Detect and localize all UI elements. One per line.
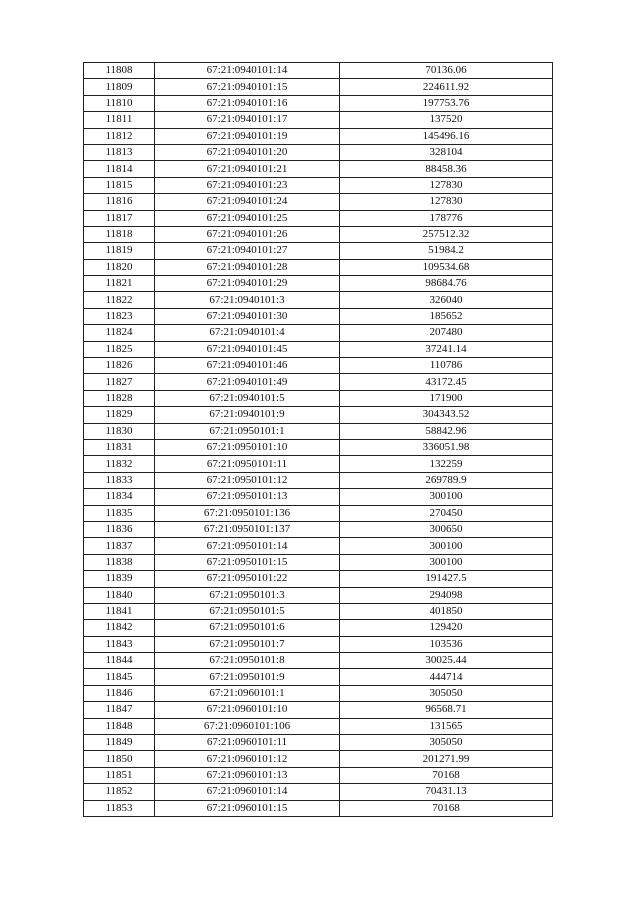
- row-number-cell: 11835: [84, 505, 155, 521]
- table-row: [84, 718, 553, 734]
- row-number-cell: 11826: [84, 358, 155, 374]
- row-number-cell: 11821: [84, 276, 155, 292]
- table-row: [84, 751, 553, 767]
- value-cell: 300100: [340, 489, 553, 505]
- cadastral-number-cell: 67:21:0960101:11: [155, 735, 340, 751]
- cadastral-number-cell: 67:21:0950101:5: [155, 603, 340, 619]
- cadastral-number-cell: 67:21:0960101:1: [155, 685, 340, 701]
- table-row: [84, 177, 553, 193]
- row-number-cell: 11813: [84, 144, 155, 160]
- value-cell: 70136.06: [340, 63, 553, 79]
- row-number-cell: 11832: [84, 456, 155, 472]
- cadastral-number-cell: 67:21:0940101:5: [155, 390, 340, 406]
- row-number-cell: 11816: [84, 194, 155, 210]
- value-cell: 191427.5: [340, 571, 553, 587]
- cadastral-number-cell: 67:21:0960101:12: [155, 751, 340, 767]
- table-row: [84, 603, 553, 619]
- table-row: [84, 63, 553, 79]
- row-number-cell: 11814: [84, 161, 155, 177]
- cadastral-number-cell: 67:21:0950101:9: [155, 669, 340, 685]
- row-number-cell: 11815: [84, 177, 155, 193]
- table-row: [84, 407, 553, 423]
- table-row: [84, 226, 553, 242]
- value-cell: 88458.36: [340, 161, 553, 177]
- table-row: [84, 767, 553, 783]
- value-cell: 51984.2: [340, 243, 553, 259]
- row-number-cell: 11837: [84, 538, 155, 554]
- row-number-cell: 11812: [84, 128, 155, 144]
- cadastral-number-cell: 67:21:0960101:10: [155, 702, 340, 718]
- row-number-cell: 11827: [84, 374, 155, 390]
- value-cell: 110786: [340, 358, 553, 374]
- value-cell: 127830: [340, 177, 553, 193]
- cadastral-number-cell: 67:21:0940101:9: [155, 407, 340, 423]
- row-number-cell: 11851: [84, 767, 155, 783]
- cadastral-number-cell: 67:21:0950101:15: [155, 554, 340, 570]
- row-number-cell: 11811: [84, 112, 155, 128]
- table-row: [84, 784, 553, 800]
- row-number-cell: 11848: [84, 718, 155, 734]
- cadastral-number-cell: 67:21:0950101:137: [155, 521, 340, 537]
- table-row: [84, 554, 553, 570]
- value-cell: 98684.76: [340, 276, 553, 292]
- cadastral-number-cell: 67:21:0950101:22: [155, 571, 340, 587]
- cadastral-number-cell: 67:21:0940101:30: [155, 308, 340, 324]
- value-cell: 171900: [340, 390, 553, 406]
- row-number-cell: 11830: [84, 423, 155, 439]
- row-number-cell: 11850: [84, 751, 155, 767]
- table-row: [84, 243, 553, 259]
- cadastral-number-cell: 67:21:0950101:136: [155, 505, 340, 521]
- value-cell: 131565: [340, 718, 553, 734]
- table-row: [84, 161, 553, 177]
- cadastral-number-cell: 67:21:0940101:46: [155, 358, 340, 374]
- table-row: [84, 308, 553, 324]
- cadastral-number-cell: 67:21:0950101:13: [155, 489, 340, 505]
- table-row: [84, 194, 553, 210]
- table-row: [84, 489, 553, 505]
- cadastral-number-cell: 67:21:0940101:29: [155, 276, 340, 292]
- cadastral-number-cell: 67:21:0950101:14: [155, 538, 340, 554]
- row-number-cell: 11852: [84, 784, 155, 800]
- value-cell: 137520: [340, 112, 553, 128]
- table-row: [84, 653, 553, 669]
- cadastral-value-table: [83, 62, 553, 817]
- value-cell: 37241.14: [340, 341, 553, 357]
- value-cell: 300100: [340, 538, 553, 554]
- value-cell: 300650: [340, 521, 553, 537]
- table-row: [84, 292, 553, 308]
- table-row: [84, 521, 553, 537]
- value-cell: 300100: [340, 554, 553, 570]
- row-number-cell: 11809: [84, 79, 155, 95]
- value-cell: 178776: [340, 210, 553, 226]
- table-row: [84, 390, 553, 406]
- cadastral-number-cell: 67:21:0960101:15: [155, 800, 340, 816]
- row-number-cell: 11847: [84, 702, 155, 718]
- table-row: [84, 325, 553, 341]
- value-cell: 294098: [340, 587, 553, 603]
- cadastral-number-cell: 67:21:0940101:14: [155, 63, 340, 79]
- row-number-cell: 11818: [84, 226, 155, 242]
- cadastral-number-cell: 67:21:0940101:19: [155, 128, 340, 144]
- cadastral-number-cell: 67:21:0940101:28: [155, 259, 340, 275]
- row-number-cell: 11836: [84, 521, 155, 537]
- row-number-cell: 11853: [84, 800, 155, 816]
- cadastral-number-cell: 67:21:0950101:6: [155, 620, 340, 636]
- cadastral-number-cell: 67:21:0940101:3: [155, 292, 340, 308]
- cadastral-number-cell: 67:21:0940101:20: [155, 144, 340, 160]
- cadastral-number-cell: 67:21:0950101:1: [155, 423, 340, 439]
- value-cell: 197753.76: [340, 95, 553, 111]
- table-row: [84, 456, 553, 472]
- value-cell: 269789.9: [340, 472, 553, 488]
- row-number-cell: 11844: [84, 653, 155, 669]
- value-cell: 401850: [340, 603, 553, 619]
- value-cell: 207480: [340, 325, 553, 341]
- cadastral-number-cell: 67:21:0940101:23: [155, 177, 340, 193]
- table-row: [84, 538, 553, 554]
- table-row: [84, 79, 553, 95]
- row-number-cell: 11846: [84, 685, 155, 701]
- value-cell: 270450: [340, 505, 553, 521]
- row-number-cell: 11817: [84, 210, 155, 226]
- row-number-cell: 11808: [84, 63, 155, 79]
- row-number-cell: 11829: [84, 407, 155, 423]
- value-cell: 444714: [340, 669, 553, 685]
- row-number-cell: 11849: [84, 735, 155, 751]
- row-number-cell: 11822: [84, 292, 155, 308]
- value-cell: 328104: [340, 144, 553, 160]
- row-number-cell: 11820: [84, 259, 155, 275]
- table-row: [84, 685, 553, 701]
- cadastral-number-cell: 67:21:0940101:25: [155, 210, 340, 226]
- cadastral-number-cell: 67:21:0960101:13: [155, 767, 340, 783]
- table-row: [84, 341, 553, 357]
- row-number-cell: 11828: [84, 390, 155, 406]
- cadastral-number-cell: 67:21:0950101:8: [155, 653, 340, 669]
- table-row: [84, 112, 553, 128]
- row-number-cell: 11841: [84, 603, 155, 619]
- cadastral-number-cell: 67:21:0960101:14: [155, 784, 340, 800]
- cadastral-number-cell: 67:21:0940101:49: [155, 374, 340, 390]
- value-cell: 129420: [340, 620, 553, 636]
- table-row: [84, 702, 553, 718]
- cadastral-number-cell: 67:21:0950101:3: [155, 587, 340, 603]
- value-cell: 127830: [340, 194, 553, 210]
- table-row: [84, 95, 553, 111]
- row-number-cell: 11840: [84, 587, 155, 603]
- row-number-cell: 11842: [84, 620, 155, 636]
- table-row: [84, 259, 553, 275]
- cadastral-number-cell: 67:21:0940101:21: [155, 161, 340, 177]
- cadastral-number-cell: 67:21:0960101:106: [155, 718, 340, 734]
- value-cell: 224611.92: [340, 79, 553, 95]
- table-row: [84, 735, 553, 751]
- value-cell: 103536: [340, 636, 553, 652]
- table-row: [84, 620, 553, 636]
- table-body: [84, 63, 553, 817]
- value-cell: 304343.52: [340, 407, 553, 423]
- value-cell: 185652: [340, 308, 553, 324]
- cadastral-number-cell: 67:21:0950101:12: [155, 472, 340, 488]
- row-number-cell: 11838: [84, 554, 155, 570]
- table-row: [84, 472, 553, 488]
- table-row: [84, 587, 553, 603]
- table-row: [84, 210, 553, 226]
- row-number-cell: 11845: [84, 669, 155, 685]
- table-row: [84, 669, 553, 685]
- table-row: [84, 276, 553, 292]
- row-number-cell: 11824: [84, 325, 155, 341]
- value-cell: 132259: [340, 456, 553, 472]
- value-cell: 109534.68: [340, 259, 553, 275]
- value-cell: 145496.16: [340, 128, 553, 144]
- table-row: [84, 128, 553, 144]
- value-cell: 70431.13: [340, 784, 553, 800]
- cadastral-number-cell: 67:21:0940101:15: [155, 79, 340, 95]
- row-number-cell: 11831: [84, 439, 155, 455]
- cadastral-number-cell: 67:21:0950101:10: [155, 439, 340, 455]
- value-cell: 201271.99: [340, 751, 553, 767]
- value-cell: 58842.96: [340, 423, 553, 439]
- row-number-cell: 11833: [84, 472, 155, 488]
- value-cell: 70168: [340, 800, 553, 816]
- table-row: [84, 800, 553, 816]
- cadastral-number-cell: 67:21:0940101:45: [155, 341, 340, 357]
- table-row: [84, 571, 553, 587]
- cadastral-number-cell: 67:21:0940101:17: [155, 112, 340, 128]
- value-cell: 96568.71: [340, 702, 553, 718]
- table-row: [84, 505, 553, 521]
- row-number-cell: 11825: [84, 341, 155, 357]
- table-row: [84, 423, 553, 439]
- table-row: [84, 636, 553, 652]
- table-row: [84, 439, 553, 455]
- value-cell: 326040: [340, 292, 553, 308]
- row-number-cell: 11819: [84, 243, 155, 259]
- row-number-cell: 11810: [84, 95, 155, 111]
- cadastral-number-cell: 67:21:0940101:26: [155, 226, 340, 242]
- cadastral-number-cell: 67:21:0940101:16: [155, 95, 340, 111]
- row-number-cell: 11834: [84, 489, 155, 505]
- row-number-cell: 11839: [84, 571, 155, 587]
- row-number-cell: 11843: [84, 636, 155, 652]
- table-row: [84, 374, 553, 390]
- table-row: [84, 144, 553, 160]
- value-cell: 336051.98: [340, 439, 553, 455]
- cadastral-number-cell: 67:21:0950101:7: [155, 636, 340, 652]
- row-number-cell: 11823: [84, 308, 155, 324]
- value-cell: 30025.44: [340, 653, 553, 669]
- table-row: [84, 358, 553, 374]
- value-cell: 305050: [340, 735, 553, 751]
- value-cell: 305050: [340, 685, 553, 701]
- cadastral-number-cell: 67:21:0940101:24: [155, 194, 340, 210]
- cadastral-number-cell: 67:21:0950101:11: [155, 456, 340, 472]
- cadastral-number-cell: 67:21:0940101:27: [155, 243, 340, 259]
- value-cell: 70168: [340, 767, 553, 783]
- value-cell: 43172.45: [340, 374, 553, 390]
- cadastral-number-cell: 67:21:0940101:4: [155, 325, 340, 341]
- value-cell: 257512.32: [340, 226, 553, 242]
